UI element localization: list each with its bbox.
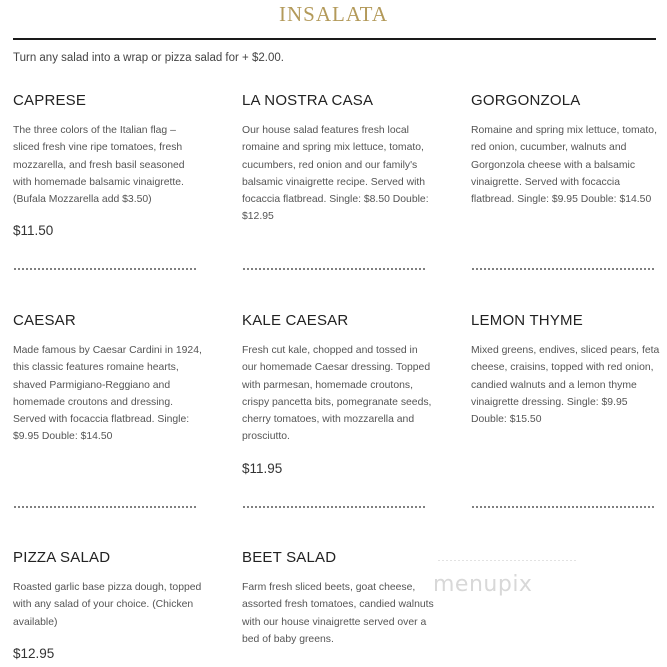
menu-item-lemon-thyme: [471, 312, 663, 428]
dotted-divider: [471, 268, 655, 270]
item-name: GORGONZOLA: [471, 92, 581, 109]
dotted-divider: [242, 268, 426, 270]
dotted-divider: [471, 506, 655, 508]
watermark-dots: [437, 560, 577, 561]
item-name: CAPRESE: [13, 92, 87, 109]
item-name: BEET SALAD: [242, 549, 337, 566]
title-divider: [13, 38, 656, 40]
wrap-note: Turn any salad into a wrap or pizza salad for + $2.00.: [13, 52, 284, 64]
item-name: PIZZA SALAD: [13, 549, 111, 566]
item-description: The three colors of the Italian flag – sliced fresh vine ripe tomatoes, fresh mozzarella, and fresh basil seasoned with homemade balsamic vinaigrette. (Bufala Mozzarella add $3.50): [13, 125, 185, 206]
menu-item-gorgonzola: [471, 92, 663, 208]
section-title: INSALATA: [279, 2, 388, 26]
menu-item-pizza-salad: [13, 549, 205, 661]
item-description: Fresh cut kale, chopped and tossed in our homemade Caesar dressing. Topped with parmesan, homemade croutons, crispy pancetta bits, pomegranate seeds, cherry tomatoes, with mozzarella and prosciutto.: [242, 345, 432, 443]
menu-item-la-nostra-casa: [242, 92, 434, 226]
menu-item-caesar: [13, 312, 205, 446]
item-description: Romaine and spring mix lettuce, tomato, red onion, cucumber, walnuts and Gorgonzola cheese with a balsamic vinaigrette. Served with focaccia flatbread. Single: $9.95 Double: $14.50: [471, 125, 657, 206]
item-description: Farm fresh sliced beets, goat cheese, assorted fresh tomatoes, candied walnuts with our house vinaigrette served over a bed of baby greens.: [242, 582, 434, 645]
item-description: Made famous by Caesar Cardini in 1924, this classic features romaine hearts, shaved Parmigiano-Reggiano and homemade croutons and dressing. Served with focaccia flatbread. Single: $9.95 Double: $14.50: [13, 345, 202, 443]
watermark-logo: [433, 572, 532, 597]
menu-item-beet-salad: [242, 549, 434, 648]
dotted-divider: [13, 506, 197, 508]
item-name: CAESAR: [13, 312, 76, 329]
dotted-divider: [13, 268, 197, 270]
menu-item-kale-caesar: [242, 312, 434, 476]
item-name: KALE CAESAR: [242, 312, 349, 329]
item-description: Our house salad features fresh local romaine and spring mix lettuce, tomato, cucumbers, red onion and our family's balsamic vinaigrette recipe. Served with focaccia flatbread. Single: $8.50 Double: $12.95: [242, 125, 429, 223]
menu-item-caprese: [13, 92, 205, 238]
item-name: LA NOSTRA CASA: [242, 92, 374, 109]
item-description: Mixed greens, endives, sliced pears, feta cheese, craisins, topped with red onion, candied walnuts and a lemon thyme vinaigrette dressing. Single: $9.95 Double: $15.50: [471, 345, 660, 426]
item-price: $11.50: [13, 223, 54, 239]
item-name: LEMON THYME: [471, 312, 583, 329]
dotted-divider: [242, 506, 426, 508]
item-price: $12.95: [13, 645, 55, 661]
watermark-text: menupix: [433, 572, 533, 597]
item-price: $11.95: [242, 460, 283, 476]
item-description: Roasted garlic base pizza dough, topped with any salad of your choice. (Chicken available): [13, 582, 202, 628]
